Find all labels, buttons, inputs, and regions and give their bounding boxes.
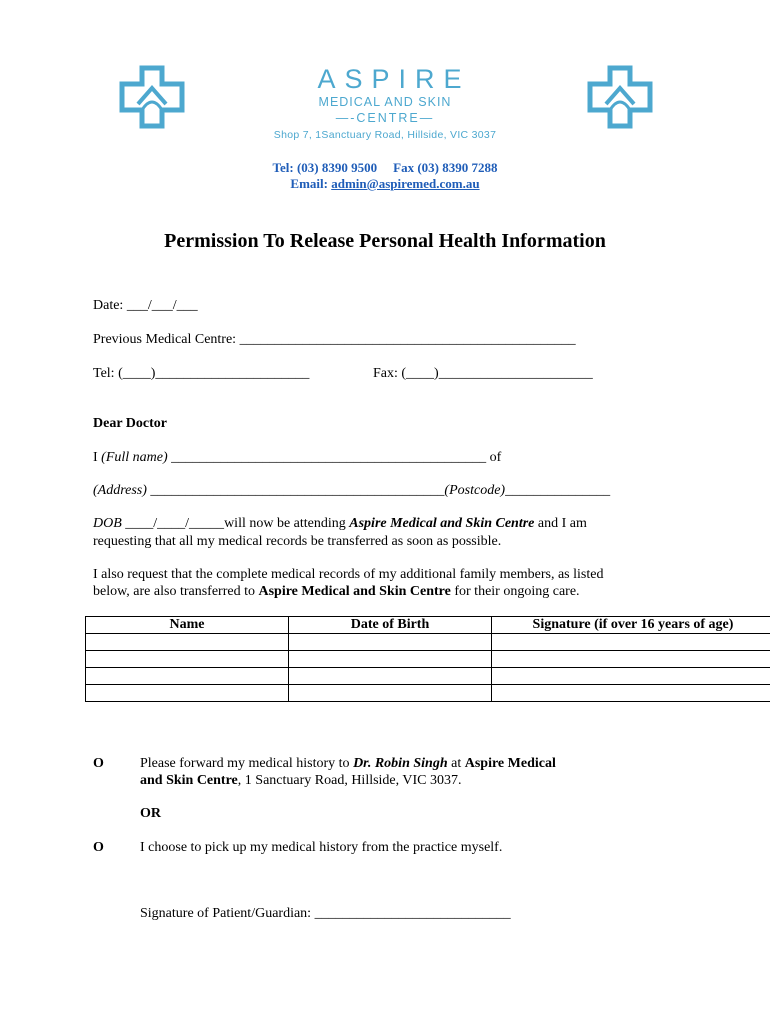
email-link[interactable]: admin@aspiremed.com.au xyxy=(331,176,480,191)
or-separator: OR xyxy=(140,806,161,821)
centre-name: Aspire Medical and Skin Centre xyxy=(349,516,535,531)
table-cell-signature[interactable] xyxy=(492,634,770,651)
option-1-at: at xyxy=(451,756,462,771)
table-cell-dob[interactable] xyxy=(289,685,492,702)
signature-line xyxy=(140,906,511,922)
signature-label: Signature of Patient/Guardian: xyxy=(140,906,312,921)
table-row xyxy=(86,634,770,651)
email-label: Email: xyxy=(290,176,328,191)
doctor-name: Dr. Robin Singh xyxy=(353,756,448,771)
family-centre-name: Aspire Medical and Skin Centre xyxy=(258,584,451,599)
full-name-line xyxy=(93,450,501,466)
postcode-field[interactable]: _______________ xyxy=(505,483,611,498)
fax-text: Fax (03) 8390 7288 xyxy=(393,160,498,175)
option-1-address: , 1 Sanctuary Road, Hillside, VIC 3037. xyxy=(237,773,462,788)
option-2-text: I choose to pick up my medical history from the practice myself. xyxy=(140,840,503,855)
table-row xyxy=(86,651,770,668)
address-field[interactable]: __________________________________________ xyxy=(150,483,445,498)
page-title: Permission To Release Personal Health Information xyxy=(164,230,606,252)
salutation: Dear Doctor xyxy=(93,416,167,431)
family-line2-post: for their ongoing care. xyxy=(454,584,580,599)
table-cell-signature[interactable] xyxy=(492,651,770,668)
option-1-text: Please forward my medical history to xyxy=(140,756,350,771)
table-cell-signature[interactable] xyxy=(492,668,770,685)
option-2-bullet[interactable]: O xyxy=(93,840,104,855)
requesting-text: requesting that all my medical records be transferred as soon as possible. xyxy=(93,534,502,549)
header-dob: Date of Birth xyxy=(289,617,492,634)
option-1-line-1 xyxy=(140,756,556,772)
table-cell-name[interactable] xyxy=(86,634,289,651)
brand-subtitle: MEDICAL AND SKIN xyxy=(318,95,452,109)
option-1-line-2 xyxy=(140,773,462,789)
previous-centre-label: Previous Medical Centre: xyxy=(93,332,237,347)
table-row xyxy=(86,685,770,702)
contact-email xyxy=(0,176,770,192)
date-field[interactable]: Date: ___/___/___ xyxy=(93,298,198,313)
option-1-centre-a: Aspire Medical xyxy=(464,756,556,771)
table-cell-name[interactable] xyxy=(86,685,289,702)
table-cell-name[interactable] xyxy=(86,651,289,668)
family-request-line-1: I also request that the complete medical records of my additional family members, as listed xyxy=(93,567,604,582)
full-name-field[interactable]: _____________________________________________ of xyxy=(171,450,502,465)
postcode-label: (Postcode) xyxy=(444,483,506,498)
table-header-row xyxy=(86,617,770,634)
attending-text: will now be attending xyxy=(224,516,346,531)
i-label: I xyxy=(93,450,98,465)
table-cell-dob[interactable] xyxy=(289,668,492,685)
address-line xyxy=(93,483,610,499)
brand-name: ASPIRE xyxy=(317,64,471,94)
address-label: (Address) xyxy=(93,483,147,498)
family-members-table xyxy=(85,616,770,702)
option-1-centre-b: and Skin Centre xyxy=(140,773,238,788)
option-1-bullet[interactable]: O xyxy=(93,756,104,771)
tel-field[interactable]: Tel: (____)______________________ xyxy=(93,366,310,381)
table-cell-signature[interactable] xyxy=(492,685,770,702)
full-name-label: (Full name) xyxy=(101,450,168,465)
tel-text: Tel: (03) 8390 9500 xyxy=(272,160,378,175)
dob-label: DOB xyxy=(93,516,122,531)
table-cell-dob[interactable] xyxy=(289,651,492,668)
header-signature: Signature (if over 16 years of age) xyxy=(492,617,770,634)
contact-phone-fax xyxy=(0,160,770,176)
brand-address: Shop 7, 1Sanctuary Road, Hillside, VIC 3037 xyxy=(273,129,497,141)
table-cell-name[interactable] xyxy=(86,668,289,685)
table-row xyxy=(86,668,770,685)
previous-centre-field[interactable]: ________________________________________________ xyxy=(239,332,576,347)
attending-post: and I am xyxy=(537,516,587,531)
dob-line xyxy=(93,516,587,532)
header-name: Name xyxy=(86,617,289,634)
dob-field[interactable]: ____/____/_____ xyxy=(125,516,225,531)
previous-centre-line xyxy=(93,332,576,348)
table-cell-dob[interactable] xyxy=(289,634,492,651)
fax-field[interactable]: Fax: (____)______________________ xyxy=(373,366,593,381)
signature-field[interactable]: ____________________________ xyxy=(314,906,511,921)
family-line2-pre: below, are also transferred to xyxy=(93,584,255,599)
brand-centre: —-CENTRE— xyxy=(335,111,435,125)
family-request-line-2 xyxy=(93,584,580,600)
